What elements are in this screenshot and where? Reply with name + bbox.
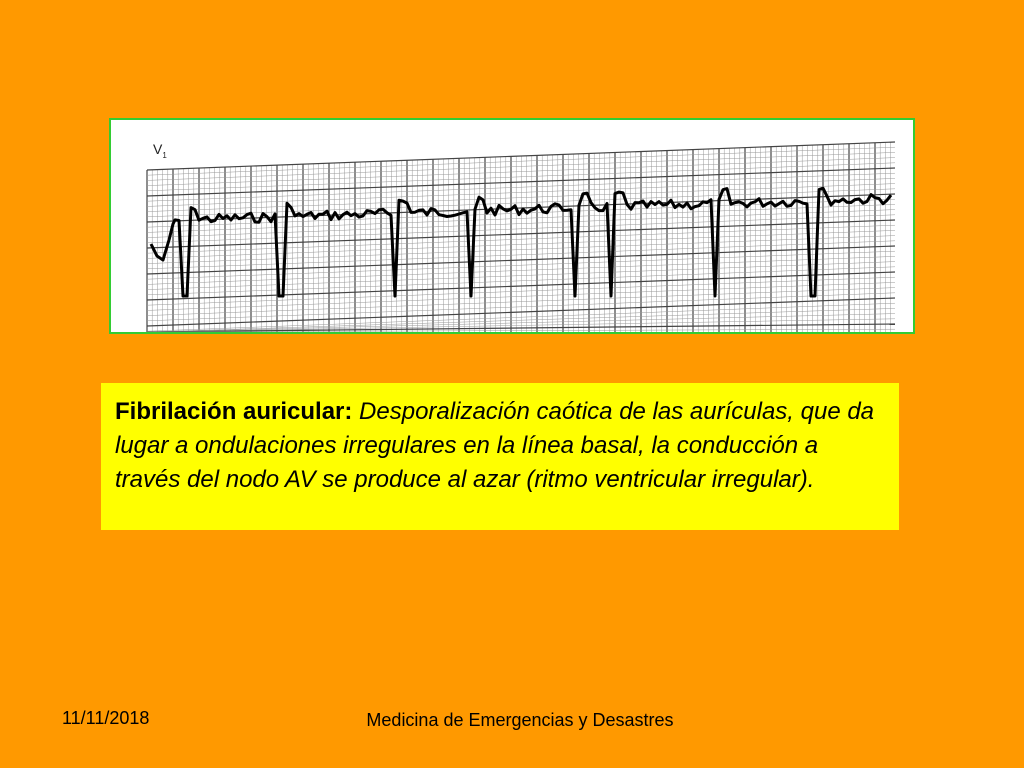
definition-box bbox=[101, 383, 899, 530]
ecg-lead-label: $V_1$ bbox=[153, 141, 167, 160]
ecg-trace bbox=[151, 188, 891, 296]
ecg-strip-image bbox=[109, 118, 915, 334]
footer-title: Medicina de Emergencias y Desastres bbox=[366, 710, 674, 730]
definition-term: Fibrilación auricular: bbox=[115, 398, 353, 425]
footer-date: 11/11/2018 bbox=[62, 708, 150, 728]
ecg-grid bbox=[147, 142, 895, 332]
definition-text: Desporalización caótica de las aurículas, que da lugar a ondulaciones irregulares en la línea basal, la conducción a través del nodo AV se produce al azar (ritmo ventricular irregular). bbox=[115, 398, 875, 493]
